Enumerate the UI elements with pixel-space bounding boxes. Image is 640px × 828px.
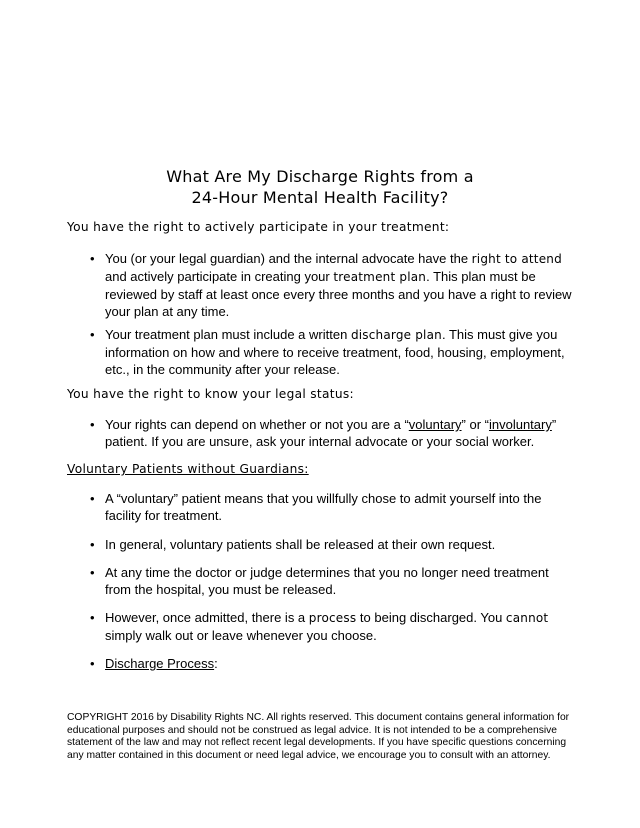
discharge-process-label: Discharge Process — [105, 656, 215, 671]
bullet-right-to-attend: • You (or your legal guardian) and the internal advocate have the right to attend and actively participate in creating your treatment plan. This plan must be reviewed by staff at least once every three months and you have a right to review your plan at any time. — [105, 250, 575, 320]
bullet-doctor-judge-release: • At any time the doctor or judge determines that you no longer need treatment from the hospital, you must be released. — [105, 564, 575, 598]
document-title — [0, 166, 640, 208]
title-line-1: What Are My Discharge Rights from a — [166, 167, 474, 186]
bullet-discharge-plan: • Your treatment plan must include a written discharge plan. This must give you information on how and where to receive treatment, food, housing, employment, etc., in the community after your release. — [105, 326, 575, 378]
bullet-voluntary-definition: • A “voluntary” patient means that you willfully chose to admit yourself into the facility for treatment. — [105, 490, 575, 524]
section-heading-voluntary-patients: Voluntary Patients without Guardians: — [67, 462, 309, 476]
copyright-footer: COPYRIGHT 2016 by Disability Rights NC. All rights reserved. This document contains general information for educational purposes and should not be construed as legal advice. It is not intended to be a comprehensive statement of the law and may not reflect recent legal developments. If you have specific questions concerning any matter contained in this document or need legal advice, we encourage you to consult with an attorney. — [67, 712, 570, 761]
section-heading-treatment: You have the right to actively participate in your treatment: — [67, 220, 450, 234]
bullet-discharge-process-note: • However, once admitted, there is a process to being discharged. You cannot simply walk out or leave whenever you choose. — [105, 609, 575, 644]
section-heading-legal-status: You have the right to know your legal status: — [67, 387, 354, 401]
bullet-voluntary-involuntary: • Your rights can depend on whether or not you are a “voluntary” or “involuntary” patient. If you are unsure, ask your internal advocate or your social worker. — [105, 416, 575, 450]
bullet-released-on-request: • In general, voluntary patients shall be released at their own request. — [105, 536, 575, 553]
term-involuntary: involuntary — [488, 417, 552, 432]
title-line-2: 24-Hour Mental Health Facility? — [191, 188, 449, 207]
term-voluntary: voluntary — [408, 417, 462, 432]
bullet-discharge-process: • Discharge Process: — [105, 655, 575, 672]
